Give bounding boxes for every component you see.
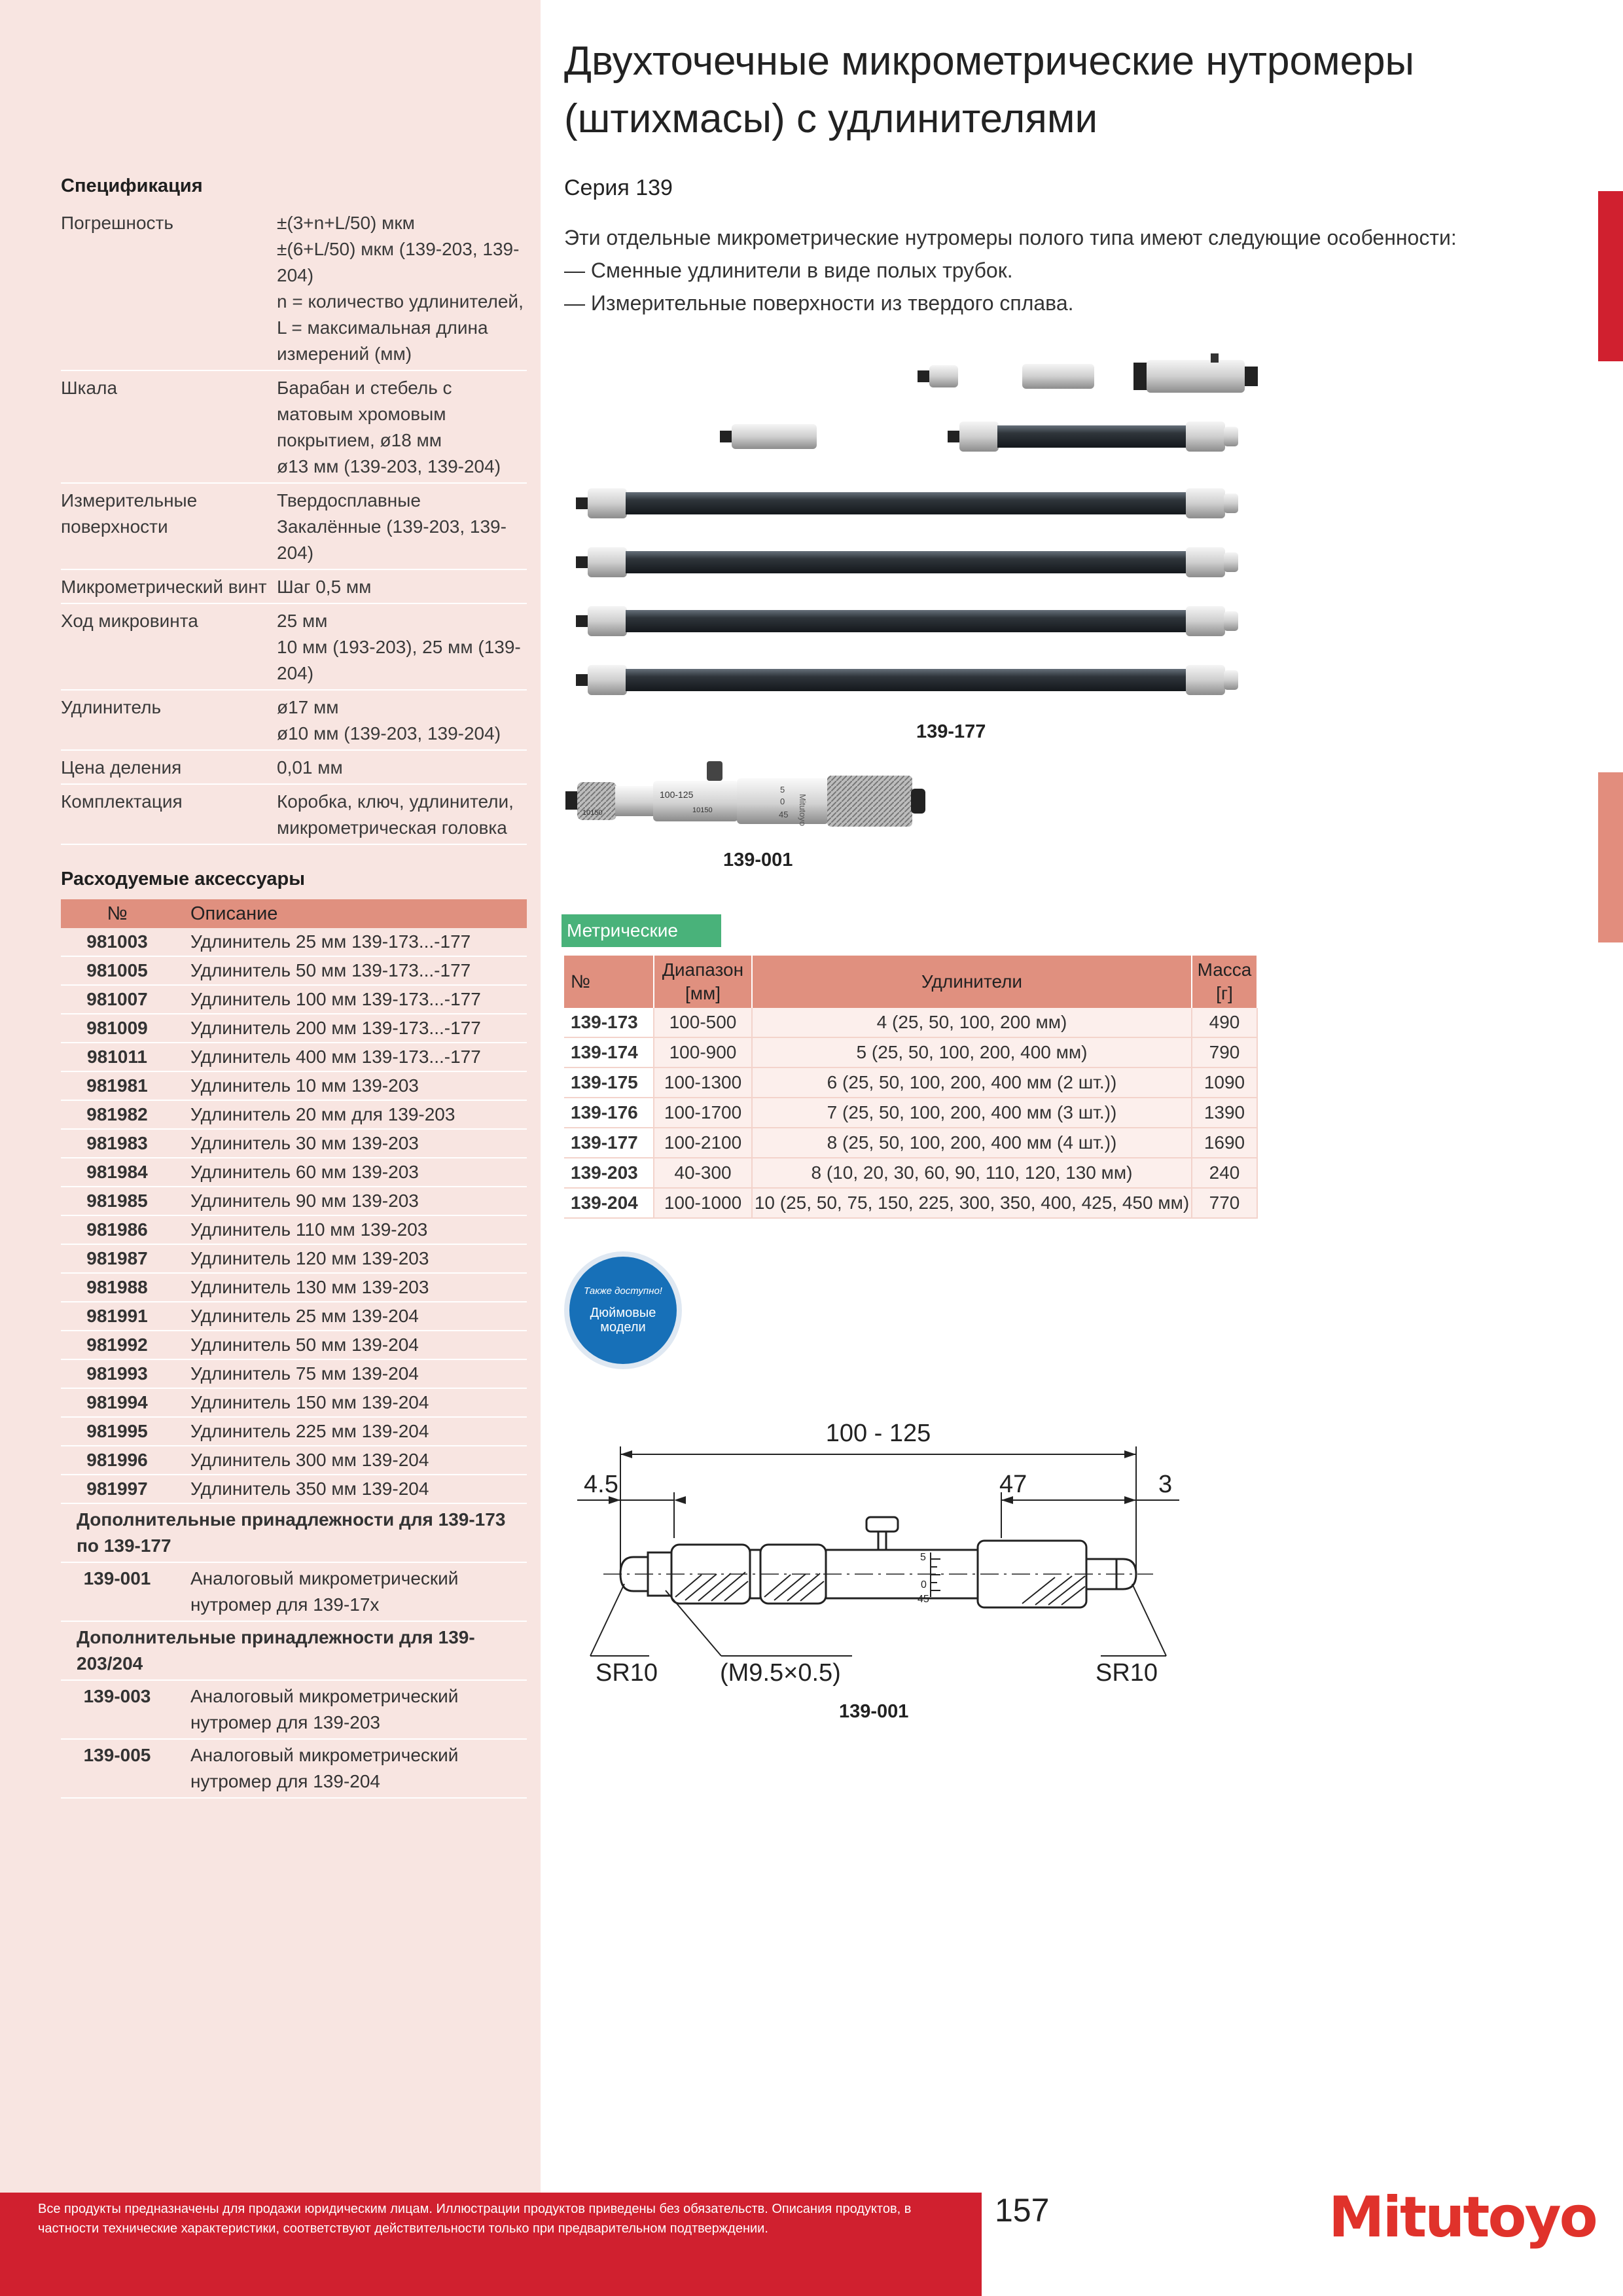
accessory-desc: Аналоговый микрометрический нутромер для 139-17x bbox=[173, 1562, 527, 1621]
spec-label: Цена деления bbox=[61, 757, 182, 778]
col-extensions: Удлинители bbox=[752, 956, 1192, 1008]
sidebar-content bbox=[61, 175, 527, 1799]
accessory-desc: Удлинитель 150 мм 139-204 bbox=[173, 1388, 527, 1417]
col-mass: Масса [г] bbox=[1192, 956, 1257, 1008]
page-number: 157 bbox=[995, 2192, 1050, 2229]
accessory-row bbox=[61, 1129, 527, 1158]
thread-label: (M9.5×0.5) bbox=[720, 1659, 841, 1687]
model-extensions: 10 (25, 50, 75, 150, 225, 300, 350, 400, 425, 450 мм) bbox=[752, 1188, 1192, 1218]
spec-value: 0,01 мм bbox=[277, 757, 343, 778]
accessory-no: 981986 bbox=[61, 1215, 173, 1244]
spec-value: Коробка, ключ, удлинители, микрометрическая головка bbox=[277, 791, 514, 838]
models-header-row bbox=[564, 956, 1257, 1008]
dim-total: 100 - 125 bbox=[825, 1420, 931, 1447]
accessory-row bbox=[61, 1244, 527, 1273]
accessory-no: 981992 bbox=[61, 1331, 173, 1359]
dim-mid: 47 bbox=[999, 1471, 1027, 1498]
extension-400-rod bbox=[576, 606, 1238, 636]
spec-row bbox=[61, 484, 527, 570]
head-range-label: 100-125 bbox=[660, 789, 694, 800]
accessory-row bbox=[61, 1417, 527, 1446]
accessory-desc: Удлинитель 50 мм 139-173...-177 bbox=[173, 956, 527, 985]
spec-label: Шкала bbox=[61, 378, 118, 398]
accessory-desc: Удлинитель 100 мм 139-173...-177 bbox=[173, 985, 527, 1014]
accessory-no: 981983 bbox=[61, 1129, 173, 1158]
accessory-row bbox=[61, 1043, 527, 1071]
technical-drawing bbox=[564, 1407, 1192, 1734]
spec-value: Барабан и стебель с матовым хромовым покрытием, ø18 мм ø13 мм (139-203, 139-204) bbox=[277, 378, 501, 476]
intro-line: — Сменные удлинители в виде полых трубок. bbox=[564, 259, 1013, 282]
accessory-desc: Удлинитель 200 мм 139-173...-177 bbox=[173, 1014, 527, 1043]
sr-right: SR10 bbox=[1096, 1659, 1158, 1687]
sr-left: SR10 bbox=[596, 1659, 658, 1687]
rod-collar bbox=[1186, 422, 1225, 452]
spec-value: ±(3+n+L/50) мкм ±(6+L/50) мкм (139-203, 139-204) n = количество удлинителей, L = максимальная длина измерений (мм) bbox=[277, 213, 524, 364]
accessory-desc: Удлинитель 110 мм 139-203 bbox=[173, 1215, 527, 1244]
model-extensions: 4 (25, 50, 100, 200 мм) bbox=[752, 1008, 1192, 1037]
accessory-row bbox=[61, 1475, 527, 1503]
head-scale-number: 0 bbox=[780, 797, 785, 806]
series-label: Серия 139 bbox=[564, 175, 673, 200]
model-range: 100-2100 bbox=[654, 1128, 752, 1158]
spec-list bbox=[61, 206, 527, 845]
spec-label: Комплектация bbox=[61, 791, 183, 812]
model-no: 139-174 bbox=[564, 1037, 654, 1067]
accessory-desc: Удлинитель 130 мм 139-203 bbox=[173, 1273, 527, 1302]
spec-value: Твердосплавные Закалённые (139-203, 139-204) bbox=[277, 490, 507, 563]
model-range: 100-1700 bbox=[654, 1098, 752, 1128]
accessory-subheading-row bbox=[61, 1621, 527, 1680]
intro-line: — Измерительные поверхности из твердого сплава. bbox=[564, 291, 1074, 315]
model-row bbox=[564, 1158, 1257, 1188]
accessory-row bbox=[61, 928, 527, 956]
accessory-no: 981985 bbox=[61, 1187, 173, 1215]
accessory-desc: Удлинитель 400 мм 139-173...-177 bbox=[173, 1043, 527, 1071]
accessory-no: 981984 bbox=[61, 1158, 173, 1187]
model-extensions: 5 (25, 50, 100, 200, 400 мм) bbox=[752, 1037, 1192, 1067]
model-no: 139-204 bbox=[564, 1188, 654, 1218]
extension-400-rod bbox=[576, 547, 1238, 577]
accessory-desc: Удлинитель 120 мм 139-203 bbox=[173, 1244, 527, 1273]
model-mass: 770 bbox=[1192, 1188, 1257, 1218]
accessory-desc: Удлинитель 25 мм 139-204 bbox=[173, 1302, 527, 1331]
model-no: 139-176 bbox=[564, 1098, 654, 1128]
accessory-no: 981991 bbox=[61, 1302, 173, 1331]
accessory-row bbox=[61, 1273, 527, 1302]
accessory-no: 981988 bbox=[61, 1273, 173, 1302]
dim-left: 4.5 bbox=[584, 1471, 618, 1498]
accessory-no: 139-001 bbox=[61, 1562, 173, 1621]
accessory-desc: Удлинитель 300 мм 139-204 bbox=[173, 1446, 527, 1475]
model-row bbox=[564, 1188, 1257, 1218]
model-mass: 790 bbox=[1192, 1037, 1257, 1067]
model-extensions: 8 (10, 20, 30, 60, 90, 110, 120, 130 мм) bbox=[752, 1158, 1192, 1188]
accessory-desc: Аналоговый микрометрический нутромер для 139-203 bbox=[173, 1680, 527, 1739]
accessory-row bbox=[61, 1071, 527, 1100]
model-range: 100-900 bbox=[654, 1037, 752, 1067]
model-range: 100-1300 bbox=[654, 1067, 752, 1098]
accessory-no: 981981 bbox=[61, 1071, 173, 1100]
accessory-row bbox=[61, 1680, 527, 1739]
head-anvil bbox=[1133, 363, 1148, 390]
spec-label: Измерительные поверхности bbox=[61, 490, 198, 537]
accessory-row bbox=[61, 985, 527, 1014]
accessory-no: 981987 bbox=[61, 1244, 173, 1273]
head-serial-label: 10150 bbox=[692, 806, 713, 814]
accessory-row bbox=[61, 1187, 527, 1215]
accessory-row bbox=[61, 1388, 527, 1417]
spec-row bbox=[61, 604, 527, 691]
spec-label: Ход микровинта bbox=[61, 611, 198, 631]
accessory-no: 981005 bbox=[61, 956, 173, 985]
rod-end bbox=[1224, 427, 1238, 446]
accessory-desc: Удлинитель 225 мм 139-204 bbox=[173, 1417, 527, 1446]
photo-caption-139-177: 139-177 bbox=[916, 721, 986, 742]
model-no: 139-175 bbox=[564, 1067, 654, 1098]
badge-line-1: Также доступно! bbox=[584, 1285, 662, 1297]
accessory-subheading: Дополнительные принадлежности для 139-203/204 bbox=[61, 1621, 527, 1680]
extension-400-rod bbox=[576, 488, 1238, 518]
spec-row bbox=[61, 206, 527, 371]
accessory-desc: Удлинитель 60 мм 139-203 bbox=[173, 1158, 527, 1187]
accessory-row bbox=[61, 1100, 527, 1129]
accessory-row bbox=[61, 1215, 527, 1244]
spec-label: Погрешность bbox=[61, 213, 173, 233]
accessory-desc: Удлинитель 50 мм 139-204 bbox=[173, 1331, 527, 1359]
badge-line-2: Дюймовые модели bbox=[590, 1306, 656, 1335]
spec-row bbox=[61, 691, 527, 751]
dim-right: 3 bbox=[1158, 1471, 1173, 1498]
accessories-header-row bbox=[61, 899, 527, 928]
accessory-desc: Удлинитель 25 мм 139-173...-177 bbox=[173, 928, 527, 956]
model-extensions: 7 (25, 50, 100, 200, 400 мм (3 шт.)) bbox=[752, 1098, 1192, 1128]
model-row bbox=[564, 1128, 1257, 1158]
metric-tag: Метрические bbox=[562, 914, 721, 947]
photo-caption-139-001: 139-001 bbox=[723, 850, 793, 870]
model-range: 100-500 bbox=[654, 1008, 752, 1037]
drawing-caption: 139-001 bbox=[839, 1701, 909, 1722]
section-marker bbox=[1598, 191, 1623, 361]
accessory-row bbox=[61, 1158, 527, 1187]
model-row bbox=[564, 1098, 1257, 1128]
col-range: Диапазон [мм] bbox=[654, 956, 752, 1008]
spec-heading: Спецификация bbox=[61, 175, 203, 196]
drawing-scale-45: 45 bbox=[918, 1594, 929, 1605]
accessory-desc: Удлинитель 75 мм 139-204 bbox=[173, 1359, 527, 1388]
accessory-no: 981011 bbox=[61, 1043, 173, 1071]
model-mass: 1390 bbox=[1192, 1098, 1257, 1128]
accessory-row bbox=[61, 1359, 527, 1388]
intro-line: Эти отдельные микрометрические нутромеры полого типа имеют следующие особенности: bbox=[564, 226, 1457, 249]
accessories-col-no: № bbox=[61, 899, 173, 928]
accessory-no: 981996 bbox=[61, 1446, 173, 1475]
extension-200 bbox=[997, 425, 1187, 448]
head-scale-number: 5 bbox=[780, 785, 785, 795]
accessory-desc: Удлинитель 20 мм для 139-203 bbox=[173, 1100, 527, 1129]
model-mass: 490 bbox=[1192, 1008, 1257, 1037]
accessories-heading: Расходуемые аксессуары bbox=[61, 869, 305, 889]
accessories-table bbox=[61, 899, 527, 1799]
model-row bbox=[564, 1008, 1257, 1037]
col-no: № bbox=[564, 956, 654, 1008]
spec-row bbox=[61, 751, 527, 785]
accessory-no: 981997 bbox=[61, 1475, 173, 1503]
model-no: 139-203 bbox=[564, 1158, 654, 1188]
section-marker bbox=[1598, 772, 1623, 942]
accessory-desc: Аналоговый микрометрический нутромер для 139-204 bbox=[173, 1739, 527, 1798]
accessory-desc: Удлинитель 30 мм 139-203 bbox=[173, 1129, 527, 1158]
extension-tip bbox=[918, 370, 931, 382]
accessory-row bbox=[61, 1446, 527, 1475]
model-row bbox=[564, 1067, 1257, 1098]
accessory-row bbox=[61, 956, 527, 985]
product-set-photo bbox=[563, 353, 1348, 720]
model-extensions: 6 (25, 50, 100, 200, 400 мм (2 шт.)) bbox=[752, 1067, 1192, 1098]
accessory-subheading-row bbox=[61, 1503, 527, 1562]
head-end bbox=[1245, 367, 1258, 386]
micrometer-head-photo bbox=[564, 749, 970, 848]
accessory-row bbox=[61, 1302, 527, 1331]
accessory-no: 139-005 bbox=[61, 1739, 173, 1798]
model-no: 139-177 bbox=[564, 1128, 654, 1158]
accessory-no: 981993 bbox=[61, 1359, 173, 1388]
extension-tip bbox=[720, 431, 733, 442]
head-lock bbox=[1211, 353, 1219, 363]
spec-label: Удлинитель bbox=[61, 697, 162, 717]
intro-text bbox=[564, 221, 1457, 319]
accessories-col-desc: Описание bbox=[173, 899, 527, 928]
spec-row bbox=[61, 570, 527, 604]
spec-value: 25 мм 10 мм (193-203), 25 мм (139-204) bbox=[277, 611, 521, 683]
model-mass: 240 bbox=[1192, 1158, 1257, 1188]
drawing-scale-5: 5 bbox=[920, 1552, 926, 1563]
extension-100 bbox=[732, 424, 817, 449]
micrometer-head bbox=[1147, 360, 1245, 393]
accessory-desc: Удлинитель 350 мм 139-204 bbox=[173, 1475, 527, 1503]
model-row bbox=[564, 1037, 1257, 1067]
mitutoyo-logo: Mitutoyo bbox=[1329, 2185, 1596, 2250]
extension-25 bbox=[929, 365, 958, 387]
rod-collar bbox=[959, 422, 999, 452]
inch-models-badge bbox=[564, 1251, 682, 1369]
drawing-scale-0: 0 bbox=[921, 1579, 927, 1590]
accessory-desc: Удлинитель 90 мм 139-203 bbox=[173, 1187, 527, 1215]
accessory-no: 981007 bbox=[61, 985, 173, 1014]
footer-disclaimer: Все продукты предназначены для продажи юридическим лицам. Иллюстрации продуктов приведены без обязательств. Описания продуктов, в частности технические характеристики, соответствуют действительности только при предварительном подтверждении. bbox=[38, 2202, 912, 2236]
head-serial-label: 10150 bbox=[582, 809, 603, 817]
spec-row bbox=[61, 371, 527, 484]
model-mass: 1090 bbox=[1192, 1067, 1257, 1098]
spec-value: Шаг 0,5 мм bbox=[277, 577, 372, 597]
accessory-no: 981003 bbox=[61, 928, 173, 956]
spec-value: ø17 мм ø10 мм (139-203, 139-204) bbox=[277, 697, 501, 744]
head-brand-label: Mitutoyo bbox=[798, 794, 808, 827]
accessory-row bbox=[61, 1331, 527, 1359]
accessory-no: 981995 bbox=[61, 1417, 173, 1446]
models-table bbox=[564, 956, 1258, 1219]
accessory-row bbox=[61, 1014, 527, 1043]
page-title: Двухточечные микрометрические нутромеры (штихмасы) с удлинителями bbox=[564, 39, 1415, 141]
accessory-no: 139-003 bbox=[61, 1680, 173, 1739]
accessory-no: 981982 bbox=[61, 1100, 173, 1129]
model-range: 100-1000 bbox=[654, 1188, 752, 1218]
model-no: 139-173 bbox=[564, 1008, 654, 1037]
accessory-row bbox=[61, 1739, 527, 1798]
accessory-subheading: Дополнительные принадлежности для 139-173 по 139-177 bbox=[61, 1503, 527, 1562]
head-scale-number: 45 bbox=[779, 810, 789, 819]
extension-tip bbox=[948, 431, 961, 442]
accessory-no: 981994 bbox=[61, 1388, 173, 1417]
accessory-no: 981009 bbox=[61, 1014, 173, 1043]
spec-label: Микрометрический винт bbox=[61, 577, 267, 597]
model-extensions: 8 (25, 50, 100, 200, 400 мм (4 шт.)) bbox=[752, 1128, 1192, 1158]
model-mass: 1690 bbox=[1192, 1128, 1257, 1158]
accessory-row bbox=[61, 1562, 527, 1621]
spec-row bbox=[61, 785, 527, 845]
extension-400-rod bbox=[576, 665, 1238, 695]
accessory-desc: Удлинитель 10 мм 139-203 bbox=[173, 1071, 527, 1100]
model-range: 40-300 bbox=[654, 1158, 752, 1188]
extension-50 bbox=[1022, 364, 1094, 389]
